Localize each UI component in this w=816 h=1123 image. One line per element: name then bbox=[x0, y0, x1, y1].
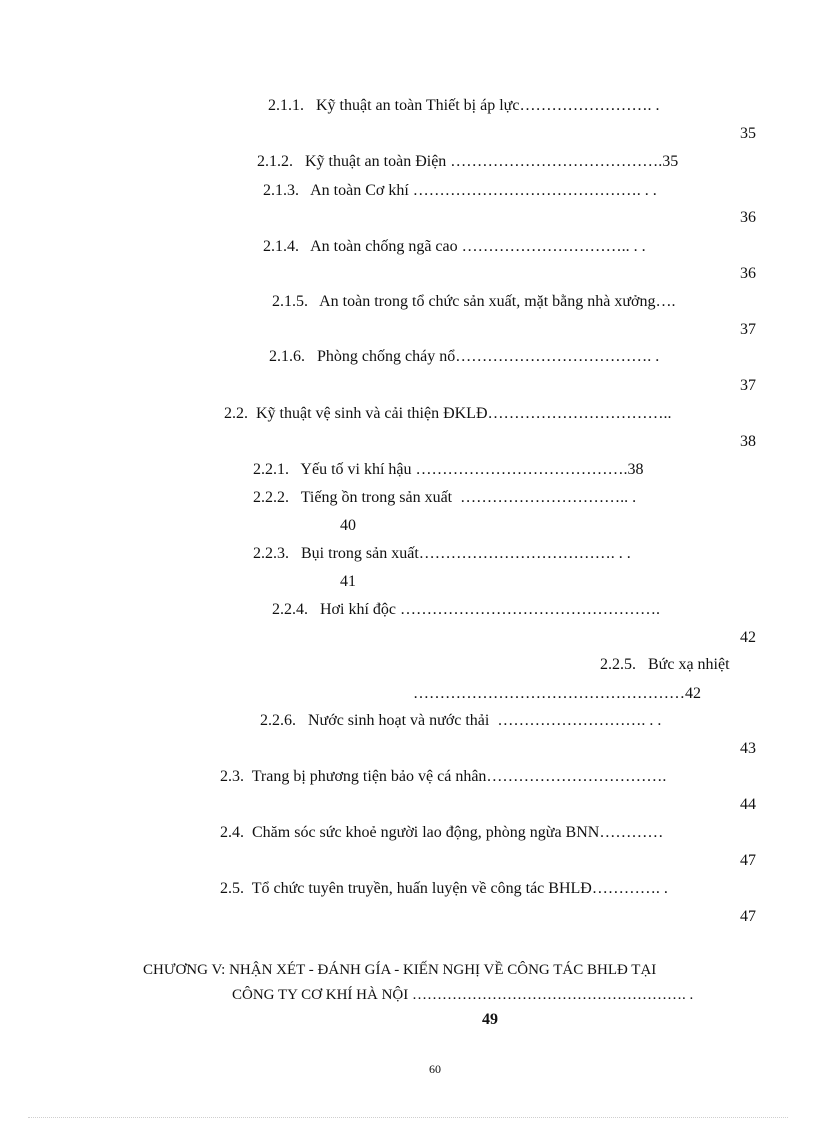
toc-entry-2-2-3[interactable]: 2.2.3. Bụi trong sản xuất………………………………. . . bbox=[253, 545, 631, 562]
toc-continuation-2-2-5: ……………………………………………42 bbox=[413, 685, 701, 702]
toc-page-2-3: 44 bbox=[740, 796, 756, 813]
chapter-heading-line1[interactable]: CHƯƠNG V: NHẬN XÉT - ĐÁNH GÍA - KIẾN NGHỊ VỀ CÔNG TÁC BHLĐ TẠI bbox=[143, 962, 657, 978]
toc-page-2-4: 47 bbox=[740, 852, 756, 869]
toc-page-2-1-1: 35 bbox=[740, 125, 756, 142]
toc-page-2-2-6: 43 bbox=[740, 740, 756, 757]
toc-entry-2-2-6[interactable]: 2.2.6. Nước sinh hoạt và nước thải ………………………. . . bbox=[260, 712, 662, 729]
toc-entry-2-1-2[interactable]: 2.1.2. Kỹ thuật an toàn Điện ………………………………….35 bbox=[257, 153, 679, 170]
toc-page-2-1-5: 37 bbox=[740, 321, 756, 338]
toc-entry-2-2-1[interactable]: 2.2.1. Yếu tố vi khí hậu ………………………………….38 bbox=[253, 461, 644, 478]
toc-entry-2-2-5[interactable]: 2.2.5. Bức xạ nhiệt bbox=[600, 656, 730, 673]
toc-entry-2-2-4[interactable]: 2.2.4. Hơi khí độc …………………………………………. bbox=[272, 601, 661, 618]
toc-entry-2-1-5[interactable]: 2.1.5. An toàn trong tổ chức sản xuất, mặt bằng nhà xưởng…. bbox=[272, 293, 676, 310]
toc-page-2-1-4: 36 bbox=[740, 265, 756, 282]
page-number: 60 bbox=[429, 1062, 441, 1076]
toc-page-2-5: 47 bbox=[740, 908, 756, 925]
toc-entry-2-4[interactable]: 2.4. Chăm sóc sức khoẻ người lao động, phòng ngừa BNN………… bbox=[220, 824, 664, 841]
toc-page-2-2-4: 42 bbox=[740, 629, 756, 646]
toc-entry-2-1-6[interactable]: 2.1.6. Phòng chống cháy nổ………………………………. . bbox=[269, 348, 660, 365]
footer-divider bbox=[28, 1117, 788, 1118]
toc-entry-2-2-2[interactable]: 2.2.2. Tiếng ồn trong sản xuất ………………………….. . bbox=[253, 489, 637, 506]
toc-page-2-2-3: 41 bbox=[340, 573, 356, 590]
toc-page-2-2-2: 40 bbox=[340, 517, 356, 534]
toc-entry-2-1-1[interactable]: 2.1.1. Kỹ thuật an toàn Thiết bị áp lực……………………. . bbox=[268, 97, 660, 114]
toc-entry-2-3[interactable]: 2.3. Trang bị phương tiện bảo vệ cá nhân……………………………. bbox=[220, 768, 667, 785]
toc-page-2-2: 38 bbox=[740, 433, 756, 450]
toc-page-2-1-6: 37 bbox=[740, 377, 756, 394]
toc-page-2-1-3: 36 bbox=[740, 209, 756, 226]
toc-entry-2-1-4[interactable]: 2.1.4. An toàn chống ngã cao ………………………….. . . bbox=[263, 238, 646, 255]
chapter-page: 49 bbox=[482, 1011, 498, 1028]
toc-entry-2-5[interactable]: 2.5. Tổ chức tuyên truyền, huấn luyện về công tác BHLĐ…………. . bbox=[220, 880, 668, 897]
toc-entry-2-2[interactable]: 2.2. Kỹ thuật vệ sinh và cải thiện ĐKLĐ…………………………….. bbox=[224, 405, 672, 422]
toc-entry-2-1-3[interactable]: 2.1.3. An toàn Cơ khí ……………………………………. . . bbox=[263, 182, 657, 199]
chapter-heading-line2[interactable]: CÔNG TY CƠ KHÍ HÀ NỘI ………………………………………………. . bbox=[232, 987, 694, 1003]
